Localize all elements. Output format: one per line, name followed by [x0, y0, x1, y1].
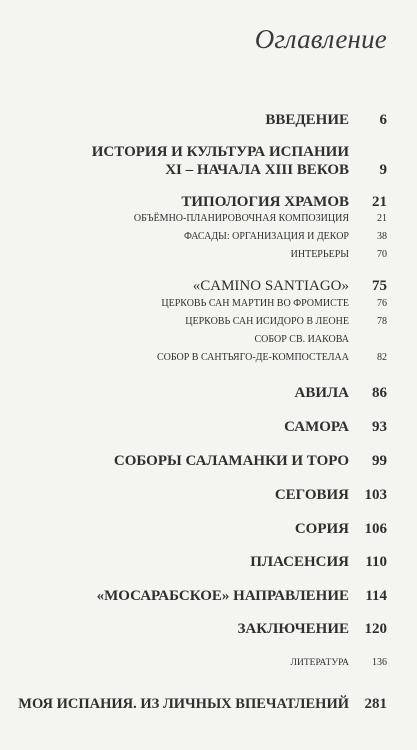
toc-entry-page: 114 [365, 588, 387, 604]
toc-entry-label [92, 145, 387, 178]
toc-subentry-santyago[interactable] [0, 353, 387, 363]
toc-entry-page: 76 [377, 298, 387, 309]
toc-entry-label: МОЯ ИСПАНИЯ. ИЗ ЛИЧНЫХ ВПЕЧАТЛЕНИЙ [18, 696, 349, 712]
toc-entry-page: 75 [372, 278, 387, 294]
toc-entry-camino[interactable] [0, 279, 387, 294]
toc-entry-label: ЛИТЕРАТУРА [290, 658, 349, 668]
toc-entry-page: 136 [372, 657, 387, 668]
toc-entry-page: 70 [377, 249, 387, 260]
toc-entry-label: «МОСАРАБСКОЕ» НАПРАВЛЕНИЕ [96, 588, 349, 604]
toc-entry-label: СЕГОВИЯ [274, 487, 349, 503]
toc-entry-soriya[interactable] [0, 522, 387, 537]
toc-entry-page: 82 [377, 352, 387, 363]
toc-entry-page: 120 [364, 621, 387, 637]
toc-entry-label-line2-text: XI – НАЧАЛА XIII ВЕКОВ [165, 162, 349, 178]
toc-entry-label: САМОРА [284, 419, 349, 435]
toc-entry-page: 106 [364, 521, 387, 537]
toc-entry-zaklyuchenie[interactable] [0, 622, 387, 637]
toc-entry-page: 103 [364, 487, 387, 503]
toc-subentry-isidoro[interactable] [0, 317, 387, 327]
toc-entry-label: ЦЕРКОВЬ САН МАРТИН ВО ФРОМИСТЕ [161, 298, 349, 309]
toc-entry-page: 110 [365, 554, 387, 570]
toc-entry-plasensiya[interactable] [0, 555, 387, 570]
toc-entry-page: 93 [372, 419, 387, 435]
toc-entry-page: 86 [372, 385, 387, 401]
toc-subentry-interery[interactable] [0, 250, 387, 260]
toc-entry-label: СОБОРЫ САЛАМАНКИ И ТОРО [113, 453, 349, 469]
toc-entry-label: ТИПОЛОГИЯ ХРАМОВ [181, 194, 349, 210]
toc-entry-label: СОБОР СВ. ИАКОВА [254, 334, 349, 345]
toc-entry-page: 78 [377, 316, 387, 327]
toc-entry-page: 38 [377, 231, 387, 242]
toc-entry-istoriya[interactable] [0, 145, 387, 178]
toc-entry-page: 6 [379, 112, 387, 128]
toc-entry-page: 21 [372, 194, 387, 210]
toc-entry-label: СОБОР В САНТЬЯГО-ДЕ-КОМПОСТЕЛАА [156, 352, 349, 363]
toc-entry-mosarab[interactable] [0, 589, 387, 604]
toc-entry-label: ИНТЕРЬЕРЫ [290, 249, 349, 260]
toc-entry-label: ОБЪЁМНО-ПЛАНИРОВОЧНАЯ КОМПОЗИЦИЯ [133, 213, 349, 224]
toc-entry-page: 9 [379, 162, 387, 178]
toc-entry-literatura[interactable] [0, 658, 387, 669]
toc-entry-label: ЦЕРКОВЬ САН ИСИДОРО В ЛЕОНЕ [185, 316, 349, 327]
toc-subentry-obyemno[interactable] [0, 214, 387, 224]
toc-entry-vvedenie[interactable] [0, 113, 387, 128]
toc-entry-segoviya[interactable] [0, 488, 387, 503]
toc-entry-page: 21 [377, 213, 387, 224]
toc-subentry-fasady[interactable] [0, 232, 387, 242]
toc-subentry-iakov[interactable] [0, 335, 387, 345]
toc-entry-avila[interactable] [0, 386, 387, 401]
toc-entry-moya[interactable] [0, 697, 387, 712]
toc-entry-label: ЗАКЛЮЧЕНИЕ [237, 621, 349, 637]
toc-entry-label: ВВЕДЕНИЕ [265, 112, 349, 128]
toc-entry-label: АВИЛА [294, 385, 349, 401]
toc-entry-label: СОРИЯ [294, 521, 349, 537]
toc-entry-salamanka[interactable] [0, 454, 387, 469]
toc-entry-samora[interactable] [0, 420, 387, 435]
toc-entry-label-line1: ИСТОРИЯ И КУЛЬТУРА ИСПАНИИ [91, 144, 349, 160]
toc-entry-label-line2 [92, 163, 387, 178]
toc-entry-page: 281 [364, 696, 387, 712]
page-title: Оглавление [254, 24, 387, 54]
toc-entry-label: «CAMINO SANTIAGO» [192, 278, 349, 294]
toc-entry-label: ФАСАДЫ: ОРГАНИЗАЦИЯ И ДЕКОР [183, 231, 349, 242]
toc-entry-label: ПЛАСЕНСИЯ [250, 554, 349, 570]
toc-entry-tipologiya[interactable] [0, 195, 387, 210]
toc-subentry-frommista[interactable] [0, 299, 387, 309]
toc-entry-page: 99 [372, 453, 387, 469]
